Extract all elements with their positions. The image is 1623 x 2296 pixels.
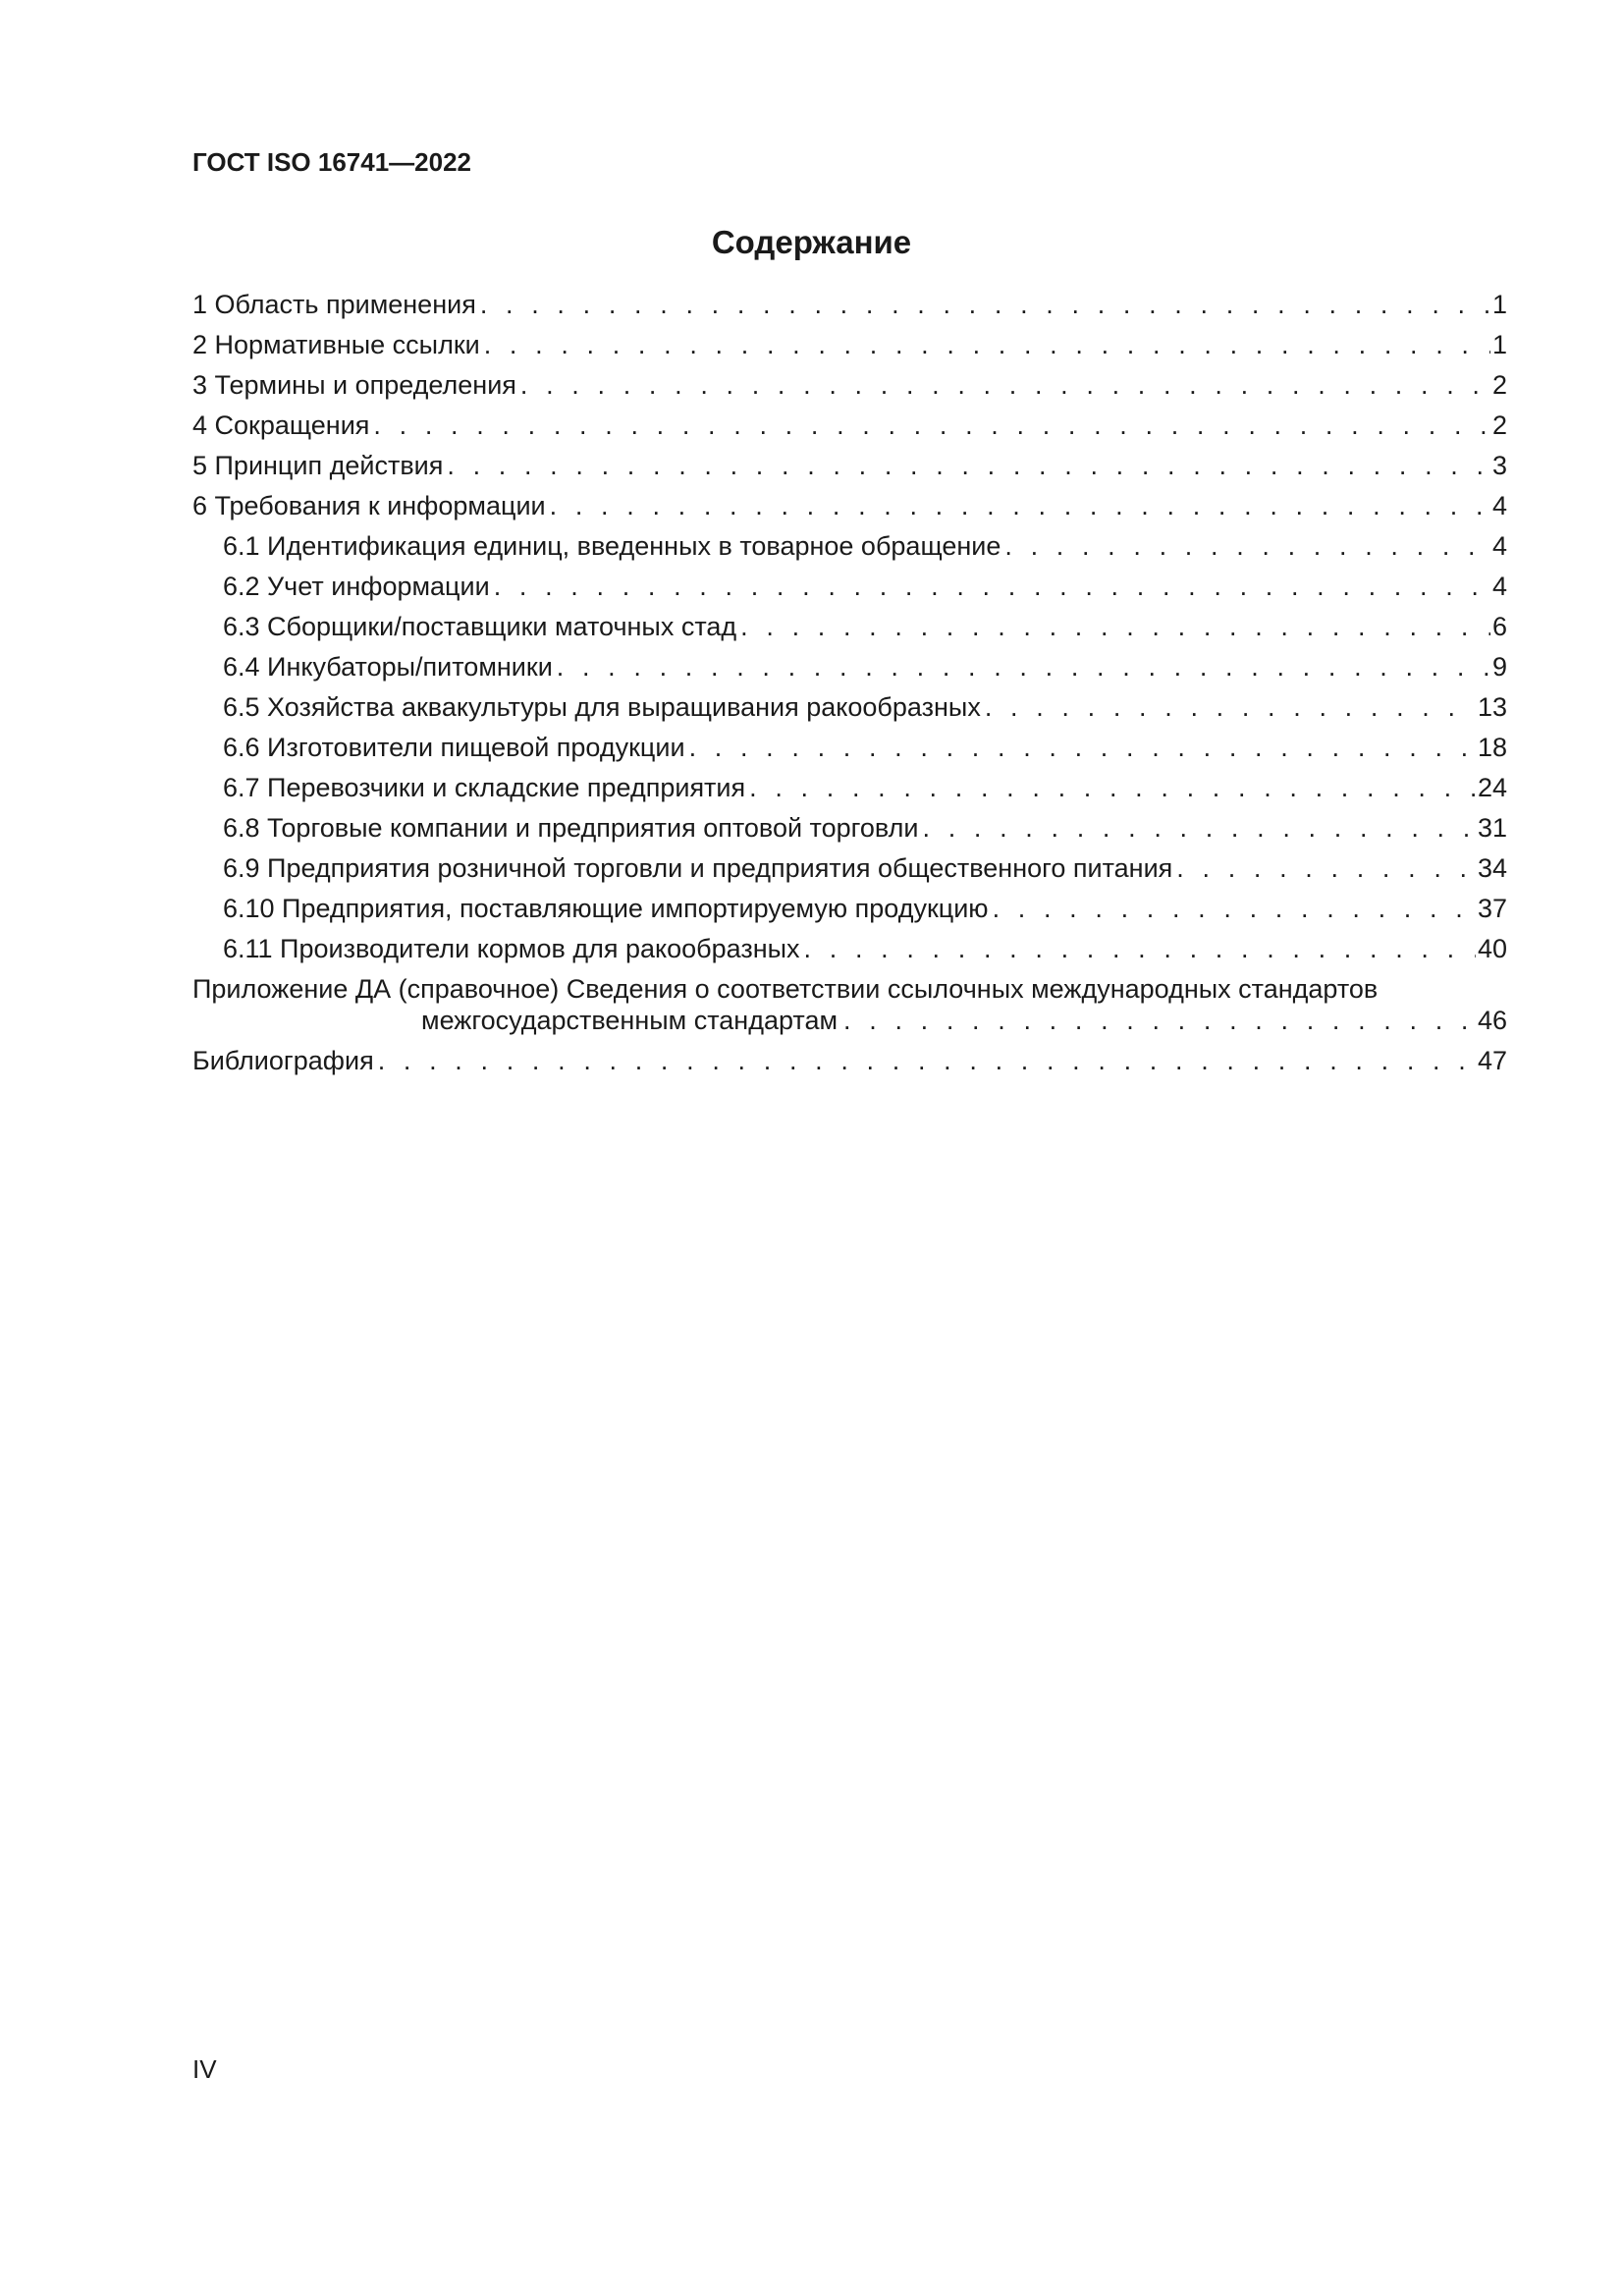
toc-entry-label: 6.4 Инкубаторы/питомники — [223, 652, 553, 682]
toc-entry-label: 3 Термины и определения — [192, 370, 516, 400]
toc-subentry[interactable] — [192, 728, 1507, 768]
toc-entry-page: 4 — [1491, 531, 1507, 561]
toc-entry-label: 2 Нормативные ссылки — [192, 330, 480, 359]
dot-leader — [550, 486, 1490, 526]
toc-entry-label: 6.3 Сборщики/поставщики маточных стад — [223, 612, 737, 641]
toc-entry-page: 2 — [1491, 370, 1507, 400]
toc-entry-page: 3 — [1491, 451, 1507, 480]
toc-entry-label: 1 Область применения — [192, 290, 476, 319]
toc-entry-page: 18 — [1477, 733, 1507, 762]
toc-entry[interactable] — [192, 285, 1507, 325]
toc-subentry[interactable] — [192, 768, 1507, 808]
dot-leader — [494, 567, 1490, 607]
dot-leader — [1004, 526, 1490, 567]
appendix-title-continuation: межгосударственным стандартам — [421, 1006, 839, 1035]
dot-leader — [923, 808, 1476, 848]
dot-leader — [447, 446, 1490, 486]
toc-entry-label: 6.6 Изготовители пищевой продукции — [223, 733, 685, 762]
toc-subentry[interactable] — [192, 687, 1507, 728]
toc-entry-page: 31 — [1477, 813, 1507, 843]
toc-entry-appendix[interactable] — [192, 973, 1507, 1036]
toc-subentry[interactable] — [192, 567, 1507, 607]
toc-subentry[interactable] — [192, 929, 1507, 969]
dot-leader — [843, 1005, 1476, 1036]
toc-entry[interactable] — [192, 446, 1507, 486]
toc-entry-page: 2 — [1491, 410, 1507, 440]
toc-entry-label: 6.5 Хозяйства аквакультуры для выращивания ракообразных — [223, 692, 981, 722]
toc-subentry[interactable] — [192, 526, 1507, 567]
toc-entry-label: 6.7 Перевозчики и складские предприятия — [223, 773, 746, 802]
toc-entry-label: Библиография — [192, 1046, 374, 1075]
toc-entry-label: 6.8 Торговые компании и предприятия оптовой торговли — [223, 813, 919, 843]
toc-entry[interactable] — [192, 365, 1507, 406]
toc-entry-page: 46 — [1477, 1006, 1507, 1035]
toc-entry-page: 47 — [1477, 1046, 1507, 1075]
toc-subentry[interactable] — [192, 647, 1507, 687]
toc-entry-page: 1 — [1491, 330, 1507, 359]
toc-entry-label: 6.2 Учет информации — [223, 572, 490, 601]
toc-entry-page: 24 — [1477, 773, 1507, 802]
toc-subentry[interactable] — [192, 607, 1507, 647]
page-number: IV — [192, 2054, 217, 2084]
toc-entry-page: 4 — [1491, 491, 1507, 520]
toc-subentry[interactable] — [192, 889, 1507, 929]
toc-subentry[interactable] — [192, 808, 1507, 848]
dot-leader — [985, 687, 1476, 728]
toc-entry-page: 9 — [1491, 652, 1507, 682]
toc-entry-page: 4 — [1491, 572, 1507, 601]
appendix-title-line: Приложение ДА (справочное) Сведения о соответствии ссылочных международных стандартов — [192, 974, 1379, 1004]
dot-leader — [484, 325, 1490, 365]
dot-leader — [520, 365, 1490, 406]
toc-entry-label: 4 Сокращения — [192, 410, 370, 440]
toc-entry-label: 6.1 Идентификация единиц, введенных в товарное обращение — [223, 531, 1001, 561]
page-title: Содержание — [711, 224, 912, 260]
dot-leader — [373, 406, 1490, 446]
toc-entry-page: 1 — [1491, 290, 1507, 319]
dot-leader — [740, 607, 1490, 647]
dot-leader — [993, 889, 1476, 929]
toc-entry-page: 34 — [1477, 853, 1507, 883]
toc-entry-bibliography[interactable] — [192, 1041, 1507, 1081]
toc-entry-page: 37 — [1477, 894, 1507, 923]
dot-leader — [1176, 848, 1476, 889]
dot-leader — [689, 728, 1476, 768]
toc-subentry[interactable] — [192, 848, 1507, 889]
dot-leader — [804, 929, 1476, 969]
toc-entry[interactable] — [192, 406, 1507, 446]
dot-leader — [378, 1041, 1476, 1081]
toc-entry-label: 6.10 Предприятия, поставляющие импортируемую продукцию — [223, 894, 989, 923]
toc-entry-label: 6.9 Предприятия розничной торговли и предприятия общественного питания — [223, 853, 1173, 883]
toc-entry-page: 6 — [1491, 612, 1507, 641]
toc-entry-label: 5 Принцип действия — [192, 451, 444, 480]
table-of-contents — [192, 285, 1507, 1081]
dot-leader — [749, 768, 1476, 808]
toc-entry-page: 13 — [1477, 692, 1507, 722]
toc-entry[interactable] — [192, 325, 1507, 365]
document-id: ГОСТ ISO 16741—2022 — [192, 147, 472, 177]
toc-entry-page: 40 — [1477, 934, 1507, 963]
toc-entry-label: 6.11 Производители кормов для ракообразных — [223, 934, 800, 963]
dot-leader — [557, 647, 1490, 687]
toc-entry-label: 6 Требования к информации — [192, 491, 546, 520]
dot-leader — [480, 285, 1490, 325]
toc-entry[interactable] — [192, 486, 1507, 526]
